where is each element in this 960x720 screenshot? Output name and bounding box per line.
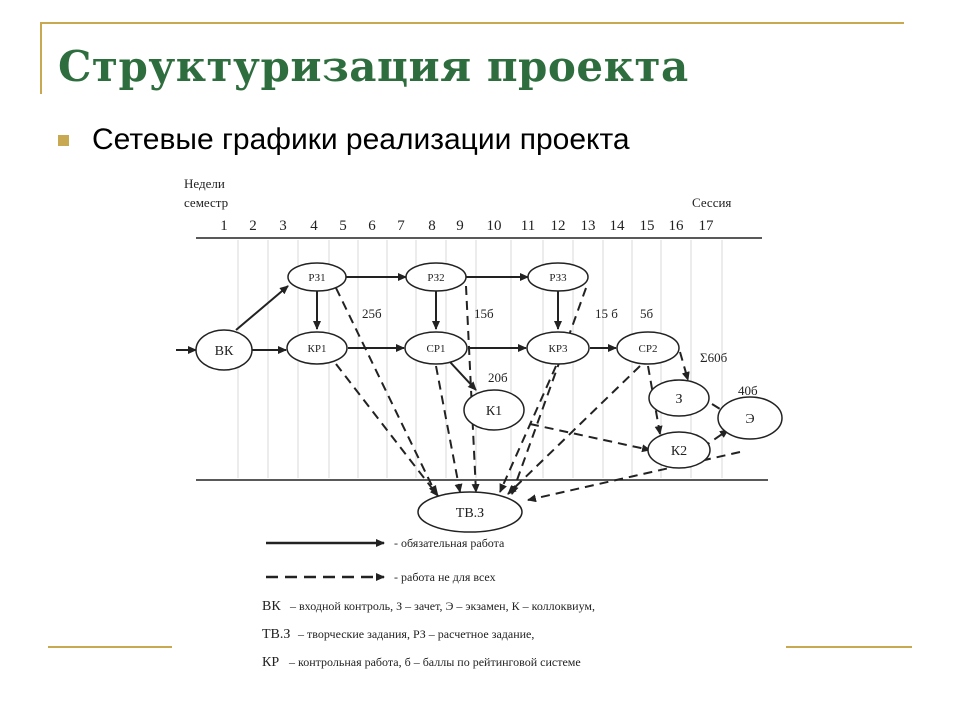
node-kr3-label: КР3 xyxy=(548,343,568,355)
points-20: 20б xyxy=(488,370,508,385)
points-40: 40б xyxy=(738,383,758,398)
header-weeks-label: Недели xyxy=(184,176,225,191)
week-label-3: 3 xyxy=(279,218,287,234)
points-25: 25б xyxy=(362,306,382,321)
node-k2-label: К2 xyxy=(670,444,688,459)
dashed-k2-tvz xyxy=(528,452,740,500)
week-label-11: 11 xyxy=(520,218,536,234)
points-15a: 15б xyxy=(474,306,494,321)
week-label-12: 12 xyxy=(550,218,566,234)
week-label-1: 1 xyxy=(220,218,228,234)
node-vk-label: ВК xyxy=(214,344,234,359)
week-label-14: 14 xyxy=(609,218,625,234)
legend-dashed-label: - работа не для всех xyxy=(394,570,496,584)
node-sr1-label: СР1 xyxy=(426,343,446,355)
bullet-text: Сетевые графики реализации проекта xyxy=(92,123,630,156)
week-labels xyxy=(220,218,714,234)
week-label-5: 5 xyxy=(339,218,347,234)
node-kr1-label: КР1 xyxy=(307,343,327,355)
node-z-label: З xyxy=(675,392,683,407)
week-label-6: 6 xyxy=(368,218,376,234)
node-tvz-label: ТВ.З xyxy=(455,506,485,521)
week-label-8: 8 xyxy=(428,218,436,234)
week-label-7: 7 xyxy=(397,218,405,234)
legend-solid-label: - обязательная работа xyxy=(394,536,505,550)
dashed-sr1-tvz xyxy=(436,366,460,492)
week-label-9: 9 xyxy=(456,218,464,234)
legend-abbr-vk: ВК xyxy=(262,599,281,614)
dashed-sr2-z xyxy=(680,352,688,380)
week-label-15: 15 xyxy=(639,218,655,234)
edge-vk-rz1 xyxy=(236,286,288,330)
dashed-sr2-tvz xyxy=(508,366,640,494)
week-label-17: 17 xyxy=(698,218,714,234)
header-session-label: Сессия xyxy=(692,195,732,210)
dashed-rz1-tvz xyxy=(336,288,436,494)
slide-title: Структуризация проекта xyxy=(58,42,689,91)
legend-abbr-kr: КР xyxy=(262,655,280,670)
nodes xyxy=(196,263,782,532)
week-label-4: 4 xyxy=(310,218,318,234)
week-label-16: 16 xyxy=(668,218,684,234)
points-5: 5б xyxy=(640,306,654,321)
dashed-rz3-tvz xyxy=(512,288,586,494)
node-rz2-label: РЗ2 xyxy=(427,272,445,284)
points-15b: 15 б xyxy=(595,306,618,321)
node-e-label: Э xyxy=(745,412,755,427)
week-label-13: 13 xyxy=(580,218,596,234)
week-label-10: 10 xyxy=(486,218,502,234)
points-60: Σ60б xyxy=(700,350,728,365)
legend-line3: – контрольная работа, б – баллы по рейтинговой системе xyxy=(289,655,581,669)
legend-line1: – входной контроль, З – зачет, Э – экзамен, К – коллоквиум, xyxy=(290,599,595,613)
legend-abbr-tvz: ТВ.З xyxy=(262,627,291,642)
node-k1-label: К1 xyxy=(485,404,503,419)
node-sr2-label: СР2 xyxy=(638,343,658,355)
week-label-2: 2 xyxy=(249,218,257,234)
edge-sr1-k1 xyxy=(450,362,476,390)
node-rz3-label: РЗ3 xyxy=(549,272,567,284)
legend-line2: – творческие задания, РЗ – расчетное задание, xyxy=(298,627,535,641)
dashed-kr3-tvz xyxy=(500,366,556,492)
node-rz1-label: РЗ1 xyxy=(308,272,326,284)
header-semester-label: семестр xyxy=(184,195,229,210)
